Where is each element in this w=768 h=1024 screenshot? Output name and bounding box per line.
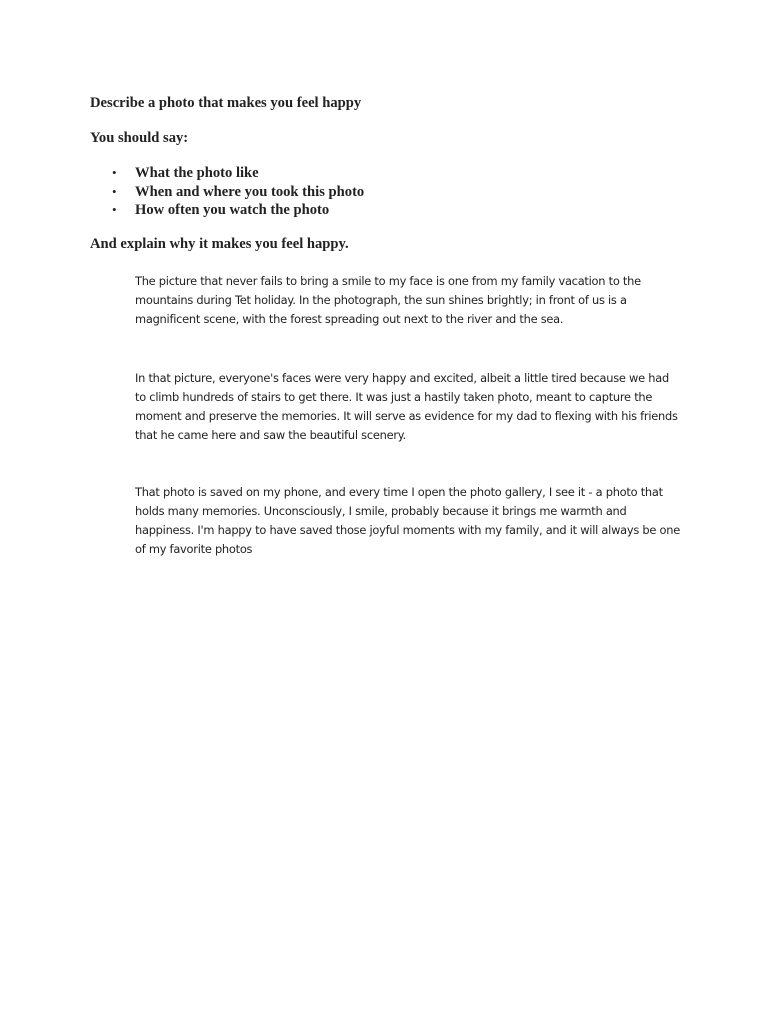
bullet-dot-icon: •	[112, 165, 117, 180]
cue-card	[90, 93, 690, 254]
answer-paragraph-2: In that picture, everyone's faces were very happy and excited, albeit a little tired because we had to climb hundreds of stairs to get there. It was just a hastily taken photo, meant to capture the moment and preserve the memories. It will serve as evidence for my dad to flexing with his friends that he came here and saw the beautiful scenery.	[135, 371, 678, 442]
prompt-bullet-item	[90, 164, 690, 183]
answer-paragraph-3: That photo is saved on my phone, and every time I open the photo gallery, I see it - a photo that holds many memories. Unconsciously, I smile, probably because it brings me warmth and happiness. I'm happy to have saved those joyful moments with my family, and it will always be one of my favorite photos	[135, 485, 680, 556]
prompt-explain: And explain why it makes you feel happy.	[90, 235, 349, 252]
prompt-title: Describe a photo that makes you feel happy	[90, 95, 362, 111]
prompt-bullet-item	[90, 201, 690, 220]
bullet-dot-icon: •	[112, 202, 117, 217]
prompt-bullet-item	[90, 183, 690, 202]
prompt-bullet-text: What the photo like	[135, 165, 259, 181]
answer-paragraph-1: The picture that never fails to bring a smile to my face is one from my family vacation to the mountains during Tet holiday. In the photograph, the sun shines brightly; in front of us is a magnificent scene, with the forest spreading out next to the river and the sea.	[135, 274, 641, 326]
prompt-bullet-list	[90, 164, 690, 220]
prompt-bullet-text: When and where you took this photo	[135, 183, 365, 200]
prompt-bullet-text: How often you watch the photo	[135, 202, 330, 218]
prompt-should-say: You should say:	[90, 130, 189, 146]
bullet-dot-icon: •	[112, 183, 117, 199]
